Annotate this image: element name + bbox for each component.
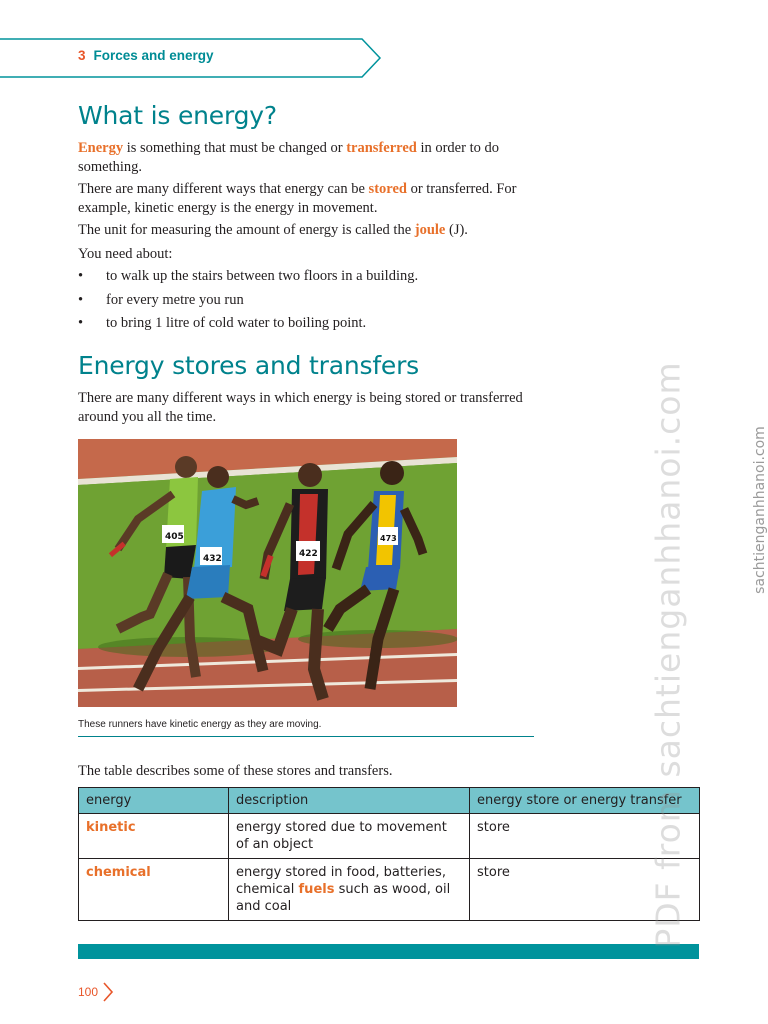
page-number: 100 (78, 985, 99, 999)
keyword-transferred: transferred (346, 140, 417, 156)
watermark-side: sachtienganhhanoi.com (752, 426, 768, 594)
photo-caption: These runners have kinetic energy as they are moving. (78, 719, 322, 730)
table-intro: The table describes some of these stores and transfers. (78, 763, 393, 779)
runners-illustration (78, 439, 457, 707)
column-header-description: description (229, 788, 470, 814)
table-cell-description (229, 859, 470, 921)
section-title-what-is-energy: What is energy? (78, 101, 277, 130)
chapter-title: Forces and energy (93, 48, 214, 63)
chapter-heading (78, 48, 214, 63)
bib-473: 473 (380, 534, 397, 543)
energy-examples-list (78, 268, 538, 339)
table-cell-term: chemical (79, 859, 229, 921)
column-header-store-or-transfer: energy store or energy transfer (470, 788, 700, 814)
list-item-text: for every metre you run (106, 291, 244, 308)
runners-photo (78, 439, 457, 707)
paragraph-joule (78, 221, 528, 240)
paragraph-text: (J). (445, 222, 468, 238)
bullet-icon: • (78, 291, 84, 308)
table-row (79, 814, 700, 859)
keyword-energy: Energy (78, 140, 124, 156)
description-text: energy stored in food, batteries, chemical (236, 865, 446, 897)
list-item-text: to walk up the stairs between two floors in a building. (106, 268, 419, 284)
watermark-main: PDF from sachtienganhhanoi.com (648, 361, 688, 949)
section-title-energy-stores: Energy stores and transfers (78, 351, 420, 380)
bib-405: 405 (165, 532, 184, 542)
paragraph-energy-definition (78, 139, 528, 177)
table-cell-type: store (470, 859, 700, 921)
keyword-joule: joule (414, 222, 446, 238)
bottom-color-bar (78, 944, 699, 959)
bib-422: 422 (299, 549, 318, 559)
energy-stores-table (78, 787, 700, 921)
bib-432: 432 (203, 554, 222, 564)
paragraph-you-need-about: You need about: (78, 246, 173, 262)
list-item (78, 315, 538, 339)
table-header-row (79, 788, 700, 814)
caption-divider (78, 736, 534, 737)
list-item (78, 268, 538, 292)
paragraph-text: The unit for measuring the amount of energy is called the (78, 222, 415, 238)
paragraph-text: is something that must be changed or (123, 140, 347, 156)
table-cell-term: kinetic (79, 814, 229, 859)
paragraph-text: in order to do something. (78, 140, 499, 175)
paragraph-stored-transferred (78, 180, 528, 218)
paragraph-text: or transferred. For example, kinetic energy is the energy in movement. (78, 181, 517, 216)
bullet-icon: • (78, 268, 84, 284)
keyword-fuels: fuels (298, 882, 335, 897)
paragraph-text: There are many different ways that energy can be (78, 181, 369, 197)
bullet-icon: • (78, 315, 84, 331)
keyword-stored: stored (368, 181, 407, 197)
list-item (78, 292, 538, 316)
table-cell-type: store (470, 814, 700, 859)
description-text: such as wood, oil and coal (236, 882, 451, 914)
paragraph-stores-intro: There are many different ways in which energy is being stored or transferred around you all the time. (78, 390, 523, 425)
table-cell-description: energy stored due to movement of an object (229, 814, 470, 859)
table-row (79, 859, 700, 921)
list-item-text: to bring 1 litre of cold water to boiling point. (106, 315, 367, 331)
column-header-energy: energy (79, 788, 229, 814)
chevron-right-icon (101, 981, 115, 1003)
chapter-number: 3 (78, 48, 86, 63)
